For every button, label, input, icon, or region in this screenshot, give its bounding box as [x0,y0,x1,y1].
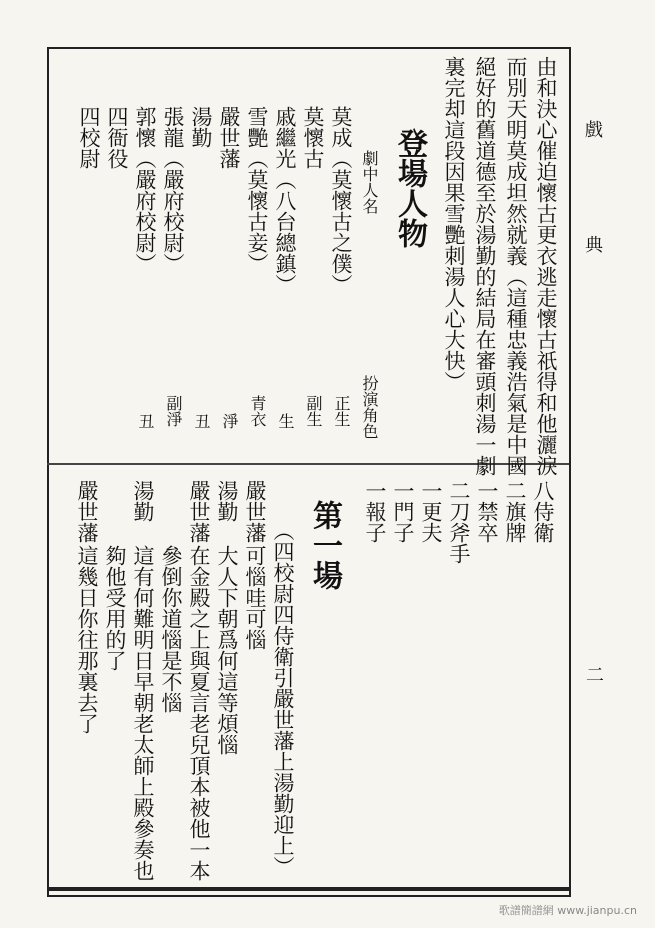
dialogue-line: 參倒你道惱是不惱 [159,545,183,713]
cast-role: 青衣 [248,395,267,427]
cast-name: 四衙役 [105,106,129,169]
dialogue-line: 大人下朝爲何這等煩惱 [215,545,239,755]
cast-name: 雪艷（莫懷古妾） [245,106,269,274]
running-head-right: 典 [582,235,603,253]
summary-col-1: 由和決心催迫懷古更衣逃走懷古祇得和他灑淚 [534,56,558,476]
cast-name: 湯勤 [189,106,213,148]
summary-col-4: 裏完却這段因果雪艷刺湯人心大快） [442,56,466,392]
cast-role: 丑 [192,413,211,429]
summary-col-2: 而別天明莫成坦然就義（這種忠義浩氣是中國 [504,56,528,476]
dialogue-speaker: 嚴世藩 [243,480,267,543]
extra-cast: 一門子 [391,480,415,543]
extra-cast: 一禁卒 [475,480,499,543]
extra-cast: 二刀斧手 [447,480,471,564]
scene-title: 第一場 [307,500,342,590]
dialogue-line: 可惱哇可惱 [243,545,267,650]
running-head-left: 戲 [582,120,603,138]
dialogue-speaker: 嚴世藩 [75,480,99,543]
cast-role: 生 [276,413,295,429]
cast-name: 郭懷（嚴府校尉） [133,106,157,274]
extra-cast: 一更夫 [419,480,443,543]
dialogue-speaker: 湯勤 [131,480,155,522]
dialogue-speaker: 湯勤 [215,480,239,522]
cast-role: 正生 [332,395,351,427]
extra-cast: 八侍衛 [531,480,555,543]
cast-role: 淨 [220,413,239,429]
dialogue-line: 在金殿之上與夏言老兒頂本被他一本 [187,545,211,881]
dialogue-speaker: 嚴世藩 [187,480,211,543]
cast-name: 嚴世藩 [217,106,241,169]
extra-cast: 二旗牌 [503,480,527,543]
cast-role: 副生 [304,395,323,427]
cast-name: 莫懷古 [301,106,325,169]
extra-cast: 一報子 [363,480,387,543]
cast-header-name: 劇中人名 [360,150,379,214]
watermark-text: 歌譜簡譜網 www.jianpu.cn [498,904,637,917]
cast-name: 張龍（嚴府校尉） [161,106,185,274]
dialogue-line: 這幾日你往那裏去了 [75,545,99,734]
stage-direction: （四校尉四侍衛引嚴世藩上湯勤迎上） [271,520,295,877]
dialogue-line: 這有何難明日早朝老太師上殿參奏也 [131,545,155,881]
cast-role: 丑 [136,413,155,429]
page-number: 二 [583,665,604,683]
dialogue-line: 夠他受用的了 [103,545,127,671]
frame-bottom-edge [47,887,569,891]
cast-name: 四校尉 [77,106,101,169]
summary-col-3: 絕好的舊道德至於湯勤的結局在審頭刺湯一劇 [473,56,497,476]
cast-header-role: 扮演角色 [360,375,379,439]
cast-name: 莫成（莫懷古之僕） [329,106,353,295]
cast-name: 戚繼光（八台總鎮） [273,106,297,295]
cast-heading: 登場人物 [392,128,427,248]
cast-role: 副淨 [164,395,183,427]
